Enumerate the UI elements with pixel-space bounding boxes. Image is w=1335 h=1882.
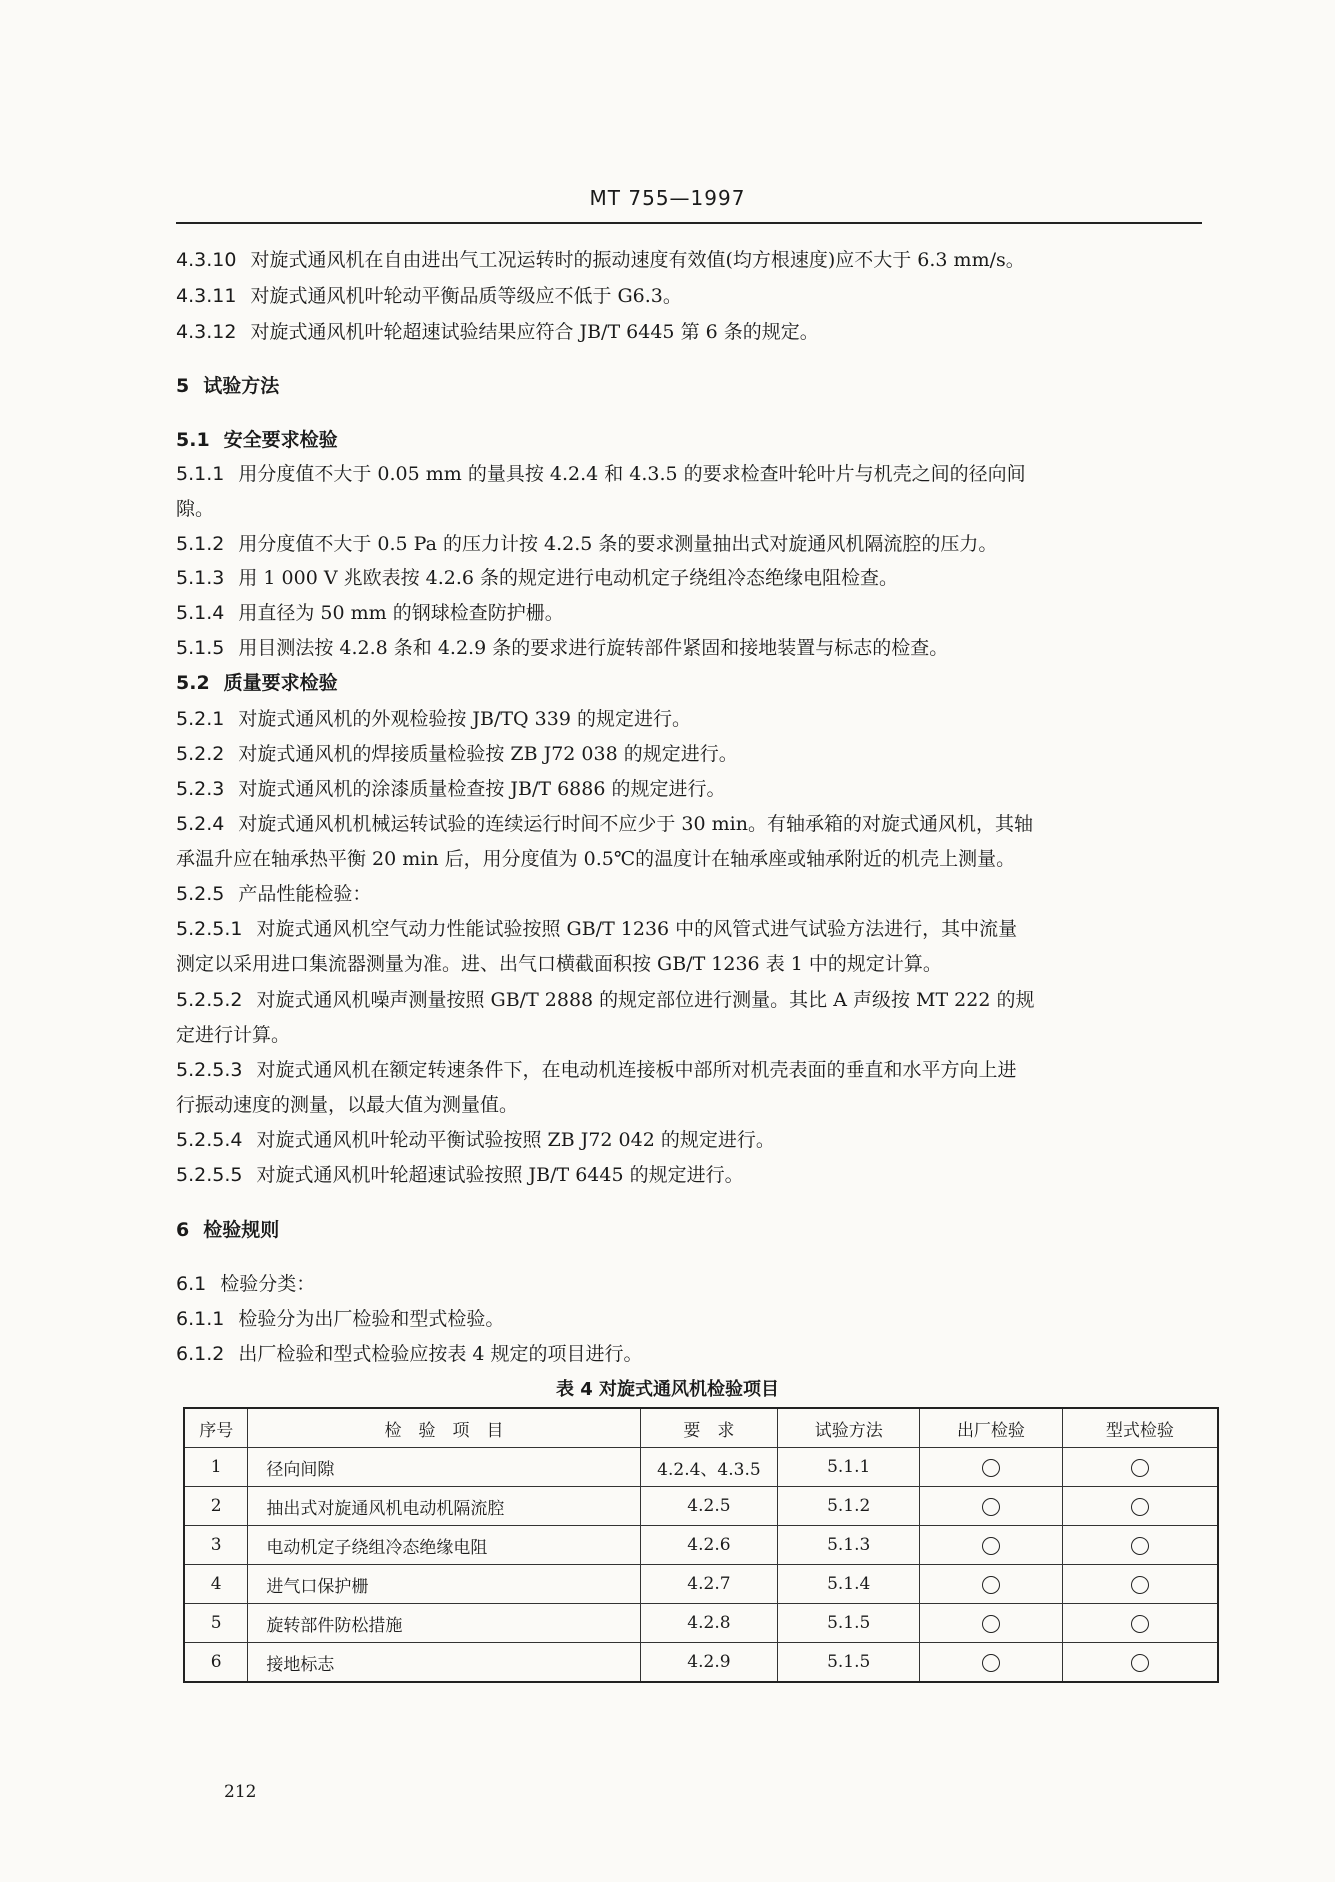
circle-mark-icon <box>1131 1654 1149 1672</box>
clause-line: 5.1.3 用 1 000 V 兆欧表按 4.2.6 条的规定进行电动机定子绕组冷态绝缘电阻检查。 <box>176 567 899 589</box>
circle-mark-icon <box>982 1498 1000 1516</box>
cell-type <box>1062 1643 1218 1683</box>
cell-no: 5 <box>184 1604 248 1643</box>
cell-no: 3 <box>184 1526 248 1565</box>
cell-requirement: 4.2.5 <box>640 1487 778 1526</box>
clause-line: 5.2.5.2 对旋式通风机噪声测量按照 GB/T 2888 的规定部位进行测量。其比 A 声级按 MT 222 的规 <box>176 989 1035 1011</box>
cell-test-method: 5.1.5 <box>778 1643 920 1683</box>
cell-item: 旋转部件防松措施 <box>248 1604 640 1643</box>
circle-mark-icon <box>1131 1615 1149 1633</box>
cell-item: 电动机定子绕组冷态绝缘电阻 <box>248 1526 640 1565</box>
cell-requirement: 4.2.9 <box>640 1643 778 1683</box>
cell-factory <box>920 1604 1063 1643</box>
circle-mark-icon <box>982 1615 1000 1633</box>
table-row <box>184 1487 1218 1526</box>
clause-line: 5.2.1 对旋式通风机的外观检验按 JB/TQ 339 的规定进行。 <box>176 708 691 730</box>
header-requirement: 要 求 <box>640 1408 778 1448</box>
cell-no: 1 <box>184 1448 248 1487</box>
clause-line: 5.1.5 用目测法按 4.2.8 条和 4.2.9 条的要求进行旋转部件紧固和接地装置与标志的检查。 <box>176 637 949 659</box>
clause-line: 5.2.3 对旋式通风机的涂漆质量检查按 JB/T 6886 的规定进行。 <box>176 778 726 800</box>
table-row <box>184 1565 1218 1604</box>
clause-line: 6.1 检验分类： <box>176 1273 316 1295</box>
clause-line: 4.3.11 对旋式通风机叶轮动平衡品质等级应不低于 G6.3。 <box>176 285 682 307</box>
cell-test-method: 5.1.2 <box>778 1487 920 1526</box>
section-heading: 5 试验方法 <box>176 375 280 397</box>
cell-type <box>1062 1565 1218 1604</box>
table-row <box>184 1643 1218 1683</box>
circle-mark-icon <box>982 1576 1000 1594</box>
page-number: 212 <box>224 1782 257 1802</box>
cell-type <box>1062 1448 1218 1487</box>
header-item: 检 验 项 目 <box>248 1408 640 1448</box>
subsection-heading: 5.1 安全要求检验 <box>176 429 338 451</box>
circle-mark-icon <box>1131 1459 1149 1477</box>
table-row <box>184 1604 1218 1643</box>
circle-mark-icon <box>1131 1498 1149 1516</box>
table-row <box>184 1526 1218 1565</box>
cell-factory <box>920 1643 1063 1683</box>
cell-type <box>1062 1604 1218 1643</box>
clause-line: 5.2.5.5 对旋式通风机叶轮超速试验按照 JB/T 6445 的规定进行。 <box>176 1164 744 1186</box>
clause-line: 5.1.2 用分度值不大于 0.5 Pa 的压力计按 4.2.5 条的要求测量抽出式对旋通风机隔流腔的压力。 <box>176 533 998 555</box>
clause-line: 5.1.4 用直径为 50 mm 的钢球检查防护栅。 <box>176 602 564 624</box>
circle-mark-icon <box>982 1654 1000 1672</box>
clause-line: 6.1.1 检验分为出厂检验和型式检验。 <box>176 1308 505 1330</box>
clause-line: 6.1.2 出厂检验和型式检验应按表 4 规定的项目进行。 <box>176 1343 643 1365</box>
cell-factory <box>920 1448 1063 1487</box>
cell-item: 接地标志 <box>248 1643 640 1683</box>
cell-test-method: 5.1.5 <box>778 1604 920 1643</box>
cell-factory <box>920 1487 1063 1526</box>
circle-mark-icon <box>1131 1537 1149 1555</box>
cell-item: 抽出式对旋通风机电动机隔流腔 <box>248 1487 640 1526</box>
circle-mark-icon <box>1131 1576 1149 1594</box>
header-factory-inspection: 出厂检验 <box>920 1408 1063 1448</box>
header-type-inspection: 型式检验 <box>1062 1408 1218 1448</box>
subsection-heading: 5.2 质量要求检验 <box>176 672 338 694</box>
clause-line: 5.2.5 产品性能检验： <box>176 883 372 905</box>
cell-item: 进气口保护栅 <box>248 1565 640 1604</box>
cell-no: 2 <box>184 1487 248 1526</box>
cell-item: 径向间隙 <box>248 1448 640 1487</box>
circle-mark-icon <box>982 1537 1000 1555</box>
header-no: 序号 <box>184 1408 248 1448</box>
cell-test-method: 5.1.3 <box>778 1526 920 1565</box>
clause-line: 4.3.12 对旋式通风机叶轮超速试验结果应符合 JB/T 6445 第 6 条的规定。 <box>176 321 819 343</box>
clause-continuation: 行振动速度的测量，以最大值为测量值。 <box>176 1094 519 1116</box>
cell-no: 6 <box>184 1643 248 1683</box>
cell-factory <box>920 1565 1063 1604</box>
clause-continuation: 定进行计算。 <box>176 1024 291 1046</box>
clause-line: 5.2.5.1 对旋式通风机空气动力性能试验按照 GB/T 1236 中的风管式进气试验方法进行，其中流量 <box>176 918 1018 940</box>
clause-continuation: 隙。 <box>176 498 215 520</box>
standard-code-header: MT 755—1997 <box>589 186 746 210</box>
clause-line: 5.2.4 对旋式通风机机械运转试验的连续运行时间不应少于 30 min。有轴承箱的对旋式通风机，其轴 <box>176 813 1033 835</box>
section-heading: 6 检验规则 <box>176 1219 280 1241</box>
cell-factory <box>920 1526 1063 1565</box>
cell-type <box>1062 1487 1218 1526</box>
clause-continuation: 测定以采用进口集流器测量为准。进、出气口横截面积按 GB/T 1236 表 1 中的规定计算。 <box>176 953 942 975</box>
clause-line: 5.2.2 对旋式通风机的焊接质量检验按 ZB J72 038 的规定进行。 <box>176 743 738 765</box>
inspection-items-table <box>183 1407 1219 1683</box>
cell-requirement: 4.2.8 <box>640 1604 778 1643</box>
table-caption: 表 4 对旋式通风机检验项目 <box>555 1379 780 1400</box>
header-test-method: 试验方法 <box>778 1408 920 1448</box>
cell-type <box>1062 1526 1218 1565</box>
clause-line: 4.3.10 对旋式通风机在自由进出气工况运转时的振动速度有效值(均方根速度)应不大于 6.3 mm/s。 <box>176 249 1025 271</box>
cell-requirement: 4.2.4、4.3.5 <box>640 1448 778 1487</box>
cell-test-method: 5.1.4 <box>778 1565 920 1604</box>
header-rule <box>176 222 1202 224</box>
cell-requirement: 4.2.6 <box>640 1526 778 1565</box>
cell-test-method: 5.1.1 <box>778 1448 920 1487</box>
table-row <box>184 1448 1218 1487</box>
cell-no: 4 <box>184 1565 248 1604</box>
circle-mark-icon <box>982 1459 1000 1477</box>
clause-line: 5.2.5.4 对旋式通风机叶轮动平衡试验按照 ZB J72 042 的规定进行。 <box>176 1129 775 1151</box>
clause-continuation: 承温升应在轴承热平衡 20 min 后，用分度值为 0.5℃的温度计在轴承座或轴承附近的机壳上测量。 <box>176 848 1016 870</box>
cell-requirement: 4.2.7 <box>640 1565 778 1604</box>
clause-line: 5.1.1 用分度值不大于 0.05 mm 的量具按 4.2.4 和 4.3.5 的要求检查叶轮叶片与机壳之间的径向间 <box>176 463 1026 485</box>
table-header-row <box>184 1408 1218 1448</box>
clause-line: 5.2.5.3 对旋式通风机在额定转速条件下，在电动机连接板中部所对机壳表面的垂直和水平方向上进 <box>176 1059 1017 1081</box>
